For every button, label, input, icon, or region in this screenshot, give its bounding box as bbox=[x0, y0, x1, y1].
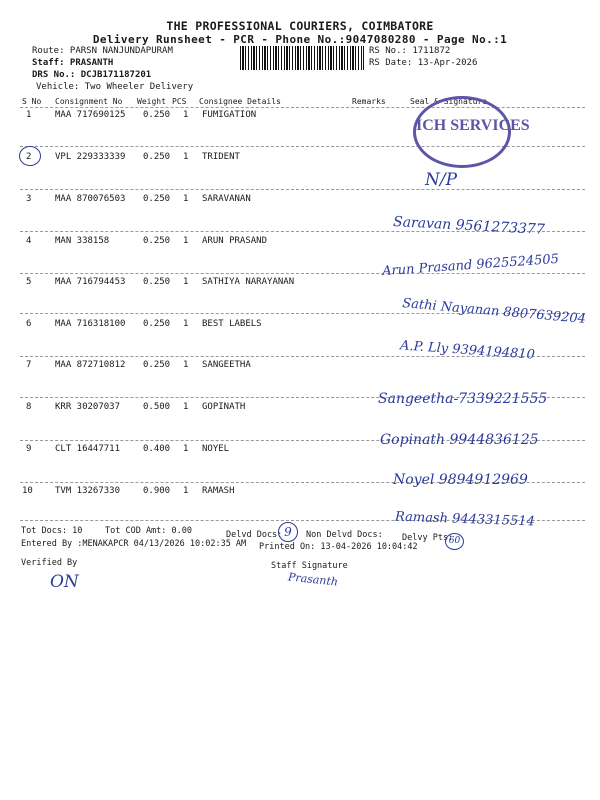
col-pcs: PCS bbox=[172, 97, 187, 106]
row-weight: 0.400 bbox=[143, 444, 171, 454]
row-weight: 0.250 bbox=[143, 277, 171, 287]
row-consignment: VPL 229333339 bbox=[55, 152, 126, 162]
row-weight: 0.250 bbox=[143, 110, 171, 120]
row-consignee: RAMASH bbox=[202, 486, 235, 496]
col-weight: Weight bbox=[137, 97, 166, 106]
runsheet-subtitle: Delivery Runsheet - PCR - Phone No.:9047080280 - Page No.:1 bbox=[92, 33, 508, 46]
row-pcs: 1 bbox=[183, 402, 189, 412]
col-remarks: Remarks bbox=[352, 97, 386, 106]
col-sno: S No bbox=[22, 97, 42, 106]
row-pcs: 1 bbox=[183, 110, 189, 120]
row-sno: 3 bbox=[26, 194, 32, 204]
header-divider bbox=[20, 107, 585, 108]
handwritten-row-4: Arun Prasand 9625524505 bbox=[381, 251, 560, 280]
row-pcs: 1 bbox=[183, 319, 189, 329]
row-consignee: SATHIYA NARAYANAN bbox=[202, 277, 295, 287]
row-consignee: NOYEL bbox=[202, 444, 230, 454]
handwritten-row-10: Ramash 9443315514 bbox=[394, 509, 536, 530]
row-consignee: TRIDENT bbox=[202, 152, 240, 162]
row-2-circle-mark bbox=[19, 146, 41, 166]
col-consignment: Consignment No bbox=[55, 97, 123, 106]
row-weight: 0.250 bbox=[143, 236, 171, 246]
row-consignment: MAA 717690125 bbox=[55, 110, 126, 120]
row-sno: 4 bbox=[26, 236, 32, 246]
row-consignment: KRR 30207037 bbox=[55, 402, 121, 412]
total-cod-amount: Tot COD Amt: 0.00 bbox=[105, 526, 192, 536]
row-divider bbox=[20, 189, 585, 190]
row-consignment: MAA 716318100 bbox=[55, 319, 126, 329]
col-seal: Seal & Signature bbox=[410, 97, 488, 106]
company-seal-stamp bbox=[413, 96, 530, 168]
row-weight: 0.250 bbox=[143, 194, 171, 204]
handwritten-row-9: Noyel 9894912969 bbox=[393, 472, 528, 488]
row-weight: 0.500 bbox=[143, 402, 171, 412]
row-consignment: MAN 338158 bbox=[55, 236, 110, 246]
row-weight: 0.250 bbox=[143, 152, 171, 162]
row-sno: 2 bbox=[26, 152, 32, 162]
seal-text: ICH SERVICES bbox=[416, 117, 530, 134]
row-consignee: ARUN PRASAND bbox=[202, 236, 268, 246]
rs-date: RS Date: 13-Apr-2026 bbox=[369, 58, 478, 68]
row-consignment: TVM 13267330 bbox=[55, 486, 121, 496]
verified-by-label: Verified By bbox=[21, 558, 78, 568]
row-consignee: BEST LABELS bbox=[202, 319, 262, 329]
printed-on: Printed On: 13-04-2026 10:04:42 bbox=[259, 542, 418, 552]
row-consignee: SANGEETHA bbox=[202, 360, 251, 370]
row-pcs: 1 bbox=[183, 444, 189, 454]
route-label: Route: PARSN NANJUNDAPURAM bbox=[32, 46, 173, 56]
row-pcs: 1 bbox=[183, 360, 189, 370]
row-consignee: SARAVANAN bbox=[202, 194, 251, 204]
staff-signature: Prasanth bbox=[287, 570, 339, 589]
barcode bbox=[240, 46, 364, 70]
row-divider bbox=[20, 273, 585, 274]
row-sno: 5 bbox=[26, 277, 32, 287]
row-sno: 10 bbox=[22, 486, 33, 496]
verified-by-signature: ON bbox=[50, 572, 79, 592]
row-pcs: 1 bbox=[183, 277, 189, 287]
handwritten-row-2: N/P bbox=[425, 170, 458, 190]
row-pcs: 1 bbox=[183, 236, 189, 246]
handwritten-row-8: Gopinath 9944836125 bbox=[380, 432, 539, 448]
delivered-docs-count: 9 bbox=[278, 522, 298, 542]
row-consignee: GOPINATH bbox=[202, 402, 246, 412]
handwritten-row-5: Sathi Nayanan 8807639204 bbox=[401, 296, 587, 327]
rs-number: RS No.: 1711872 bbox=[369, 46, 451, 56]
row-consignee: FUMIGATION bbox=[202, 110, 257, 120]
handwritten-row-3: Saravan 9561273377 bbox=[392, 214, 546, 238]
row-sno: 7 bbox=[26, 360, 32, 370]
row-sno: 6 bbox=[26, 319, 32, 329]
row-consignment: MAA 716794453 bbox=[55, 277, 126, 287]
staff-label: Staff: PRASANTH bbox=[32, 58, 114, 68]
row-consignment: MAA 872710812 bbox=[55, 360, 126, 370]
non-delivered-docs-label: Non Delvd Docs: bbox=[306, 530, 383, 540]
row-pcs: 1 bbox=[183, 152, 189, 162]
staff-signature-label: Staff Signature bbox=[271, 561, 348, 571]
delivery-points-count: 60 bbox=[445, 533, 464, 550]
col-consignee: Consignee Details bbox=[199, 97, 281, 106]
vehicle-label: Vehicle: Two Wheeler Delivery bbox=[36, 82, 194, 92]
row-consignment: MAA 870076503 bbox=[55, 194, 126, 204]
handwritten-row-7: Sangeetha-7339221555 bbox=[378, 391, 548, 407]
handwritten-row-6: A.P. Lly 9394194810 bbox=[399, 338, 536, 363]
entered-by: Entered By :MENAKAPCR 04/13/2026 10:02:35 AM bbox=[21, 539, 247, 549]
row-pcs: 1 bbox=[183, 486, 189, 496]
row-weight: 0.250 bbox=[143, 360, 171, 370]
total-docs: Tot Docs: 10 bbox=[21, 526, 83, 536]
row-pcs: 1 bbox=[183, 194, 189, 204]
row-sno: 9 bbox=[26, 444, 32, 454]
row-sno: 1 bbox=[26, 110, 32, 120]
drs-number: DRS No.: DCJB171187201 bbox=[32, 70, 152, 80]
row-consignment: CLT 16447711 bbox=[55, 444, 121, 454]
delivered-docs-label: Delvd Docs: bbox=[226, 530, 283, 540]
delivery-points-label: Delvy Pts: bbox=[402, 533, 454, 543]
row-sno: 8 bbox=[26, 402, 32, 412]
row-weight: 0.900 bbox=[143, 486, 171, 496]
company-title: THE PROFESSIONAL COURIERS, COIMBATORE bbox=[166, 19, 434, 33]
row-weight: 0.250 bbox=[143, 319, 171, 329]
